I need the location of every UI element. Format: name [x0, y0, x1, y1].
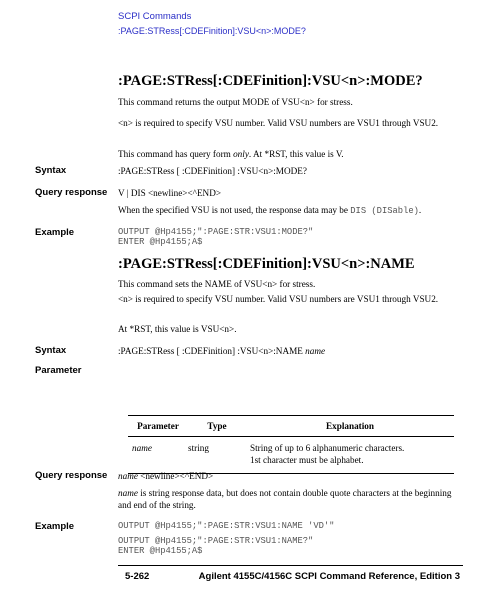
syntax-name-command: :PAGE:STRess [ :CDEFinition] :VSU<n>:NAME — [118, 346, 306, 356]
query-response-label-mode: Query response — [35, 187, 108, 198]
example-label-name: Example — [35, 521, 75, 532]
query-note-name-param: name — [118, 488, 138, 498]
name-rst-note: At *RST, this value is VSU<n>. — [118, 324, 237, 334]
header-parameter: Parameter — [128, 416, 188, 437]
explanation-line-2: 1st character must be alphabet. — [250, 455, 364, 465]
name-description: This command sets the NAME of VSU<n> for stress. — [118, 279, 316, 289]
syntax-name-param: name — [305, 346, 326, 356]
mode-query-only-text: This command has query form — [118, 149, 234, 159]
query-note-code: DIS (DISable) — [350, 206, 419, 216]
mode-query-only-note — [118, 148, 463, 160]
running-head-command: :PAGE:STRess[:CDEFinition]:VSU<n>:MODE? — [118, 26, 306, 36]
mode-query-only-emphasis: only — [233, 149, 249, 159]
parameter-table-header — [128, 416, 454, 437]
example-code-mode — [118, 227, 313, 247]
table-row — [128, 437, 454, 474]
command-heading-mode: :PAGE:STRess[:CDEFinition]:VSU<n>:MODE? — [118, 73, 423, 89]
mode-vsu-number-note: <n> is required to specify VSU number. Valid VSU numbers are VSU1 through VSU2. — [118, 118, 439, 128]
example-name-line-2: OUTPUT @Hp4155;":PAGE:STR:VSU1:NAME?" — [118, 536, 314, 546]
example-name-line-1: OUTPUT @Hp4155;":PAGE:STR:VSU1:NAME 'VD'" — [118, 521, 335, 531]
page-number: 5-262 — [125, 571, 150, 582]
document-title: Agilent 4155C/4156C SCPI Command Reference, Edition 3 — [198, 571, 460, 582]
example-code-name — [118, 521, 334, 556]
query-response-name — [118, 470, 463, 482]
parameter-label: Parameter — [35, 365, 82, 376]
syntax-label-mode: Syntax — [35, 165, 67, 176]
query-note-name-text: is string response data, but does not contain double quote characters at the beginning and end of the string. — [118, 488, 452, 510]
cell-parameter: name — [128, 437, 188, 474]
syntax-name — [118, 345, 463, 357]
cell-explanation — [246, 437, 454, 474]
query-response-mode-note — [118, 204, 463, 217]
query-response-mode: V | DIS <newline><^END> — [118, 188, 222, 198]
mode-description: This command returns the output MODE of VSU<n> for stress. — [118, 97, 353, 107]
query-note-end: . — [418, 205, 422, 215]
mode-rst-text: . At *RST, this value is V. — [248, 149, 344, 159]
footer-rule — [118, 565, 463, 566]
command-heading-name: :PAGE:STRess[:CDEFinition]:VSU<n>:NAME — [118, 256, 415, 272]
parameter-table — [128, 415, 454, 474]
example-mode-line-2: ENTER @Hp4155;A$ — [118, 237, 203, 247]
query-note-text: When the specified VSU is not used, the response data may be — [118, 205, 351, 215]
explanation-line-1: String of up to 6 alphanumeric characters. — [250, 443, 405, 453]
query-response-name-param: name — [118, 471, 138, 481]
example-mode-line-1: OUTPUT @Hp4155;":PAGE:STR:VSU1:MODE?" — [118, 227, 314, 237]
syntax-label-name: Syntax — [35, 345, 67, 356]
query-response-name-note — [118, 487, 463, 511]
header-type: Type — [188, 416, 246, 437]
running-head — [118, 10, 306, 38]
name-vsu-number-note: <n> is required to specify VSU number. Valid VSU numbers are VSU1 through VSU2. — [118, 294, 439, 304]
query-response-label-name: Query response — [35, 470, 108, 481]
query-response-name-terminator: <newline><^END> — [137, 471, 214, 481]
header-explanation: Explanation — [246, 416, 454, 437]
running-head-section: SCPI Commands — [118, 11, 192, 22]
example-label-mode: Example — [35, 227, 75, 238]
cell-type: string — [188, 437, 246, 474]
syntax-mode: :PAGE:STRess [ :CDEFinition] :VSU<n>:MODE? — [118, 166, 307, 176]
example-name-line-3: ENTER @Hp4155;A$ — [118, 546, 203, 556]
